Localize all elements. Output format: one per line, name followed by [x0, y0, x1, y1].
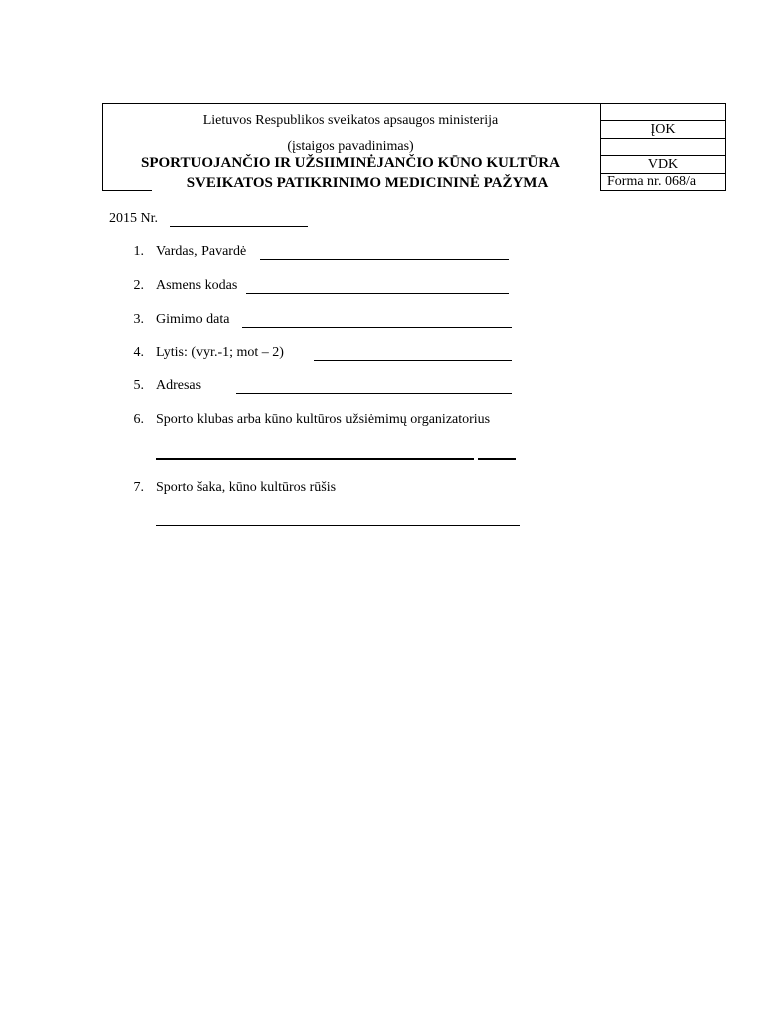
field-label-sex: Lytis: (vyr.-1; mot – 2) — [156, 345, 284, 360]
field-number: 5. — [133, 378, 144, 393]
field-label-sports-club: Sporto klubas arba kūno kultūros užsiėmimų organizatorius — [156, 412, 491, 427]
field-line-address[interactable] — [236, 393, 512, 394]
code-cell-form-number: Forma nr. 068/a — [607, 174, 697, 189]
field-line-sports-club[interactable] — [156, 458, 474, 460]
field-number: 1. — [133, 244, 144, 259]
document-title-line1: SPORTUOJANČIO IR UŽSIIMINĖJANČIO KŪNO KULTŪRA — [141, 155, 560, 171]
field-label-address: Adresas — [156, 378, 202, 393]
field-label-sport-type: Sporto šaka, kūno kultūros rūšis — [156, 480, 337, 495]
field-line-sports-club-tail[interactable] — [478, 458, 516, 460]
code-table — [600, 103, 726, 191]
field-label-personal-code: Asmens kodas — [156, 278, 238, 293]
field-line-birth-date[interactable] — [242, 327, 512, 328]
field-label-birth-date: Gimimo data — [156, 312, 230, 327]
field-line-sex[interactable] — [314, 360, 512, 361]
field-line-name[interactable] — [260, 259, 509, 260]
code-cell-iok: ĮOK — [601, 121, 725, 139]
document-title-line2: SVEIKATOS PATIKRINIMO MEDICININĖ PAŽYMA — [186, 175, 549, 191]
ministry-name: Lietuvos Respublikos sveikatos apsaugos ministerija — [202, 113, 499, 128]
institution-caption: (įstaigos pavadinimas) — [287, 139, 414, 154]
code-cell-vdk: VDK — [601, 156, 725, 174]
date-number-label: 2015 Nr. — [109, 211, 158, 226]
field-number: 3. — [133, 312, 144, 327]
code-cell-empty-2 — [601, 139, 725, 156]
field-number: 7. — [133, 480, 144, 495]
field-line-personal-code[interactable] — [246, 293, 509, 294]
field-number: 2. — [133, 278, 144, 293]
field-line-sport-type[interactable] — [156, 525, 520, 526]
field-label-name: Vardas, Pavardė — [156, 244, 247, 259]
code-cell-empty-1 — [601, 104, 725, 121]
field-number: 6. — [133, 412, 144, 427]
number-field-line[interactable] — [170, 226, 308, 227]
field-number: 4. — [133, 345, 144, 360]
